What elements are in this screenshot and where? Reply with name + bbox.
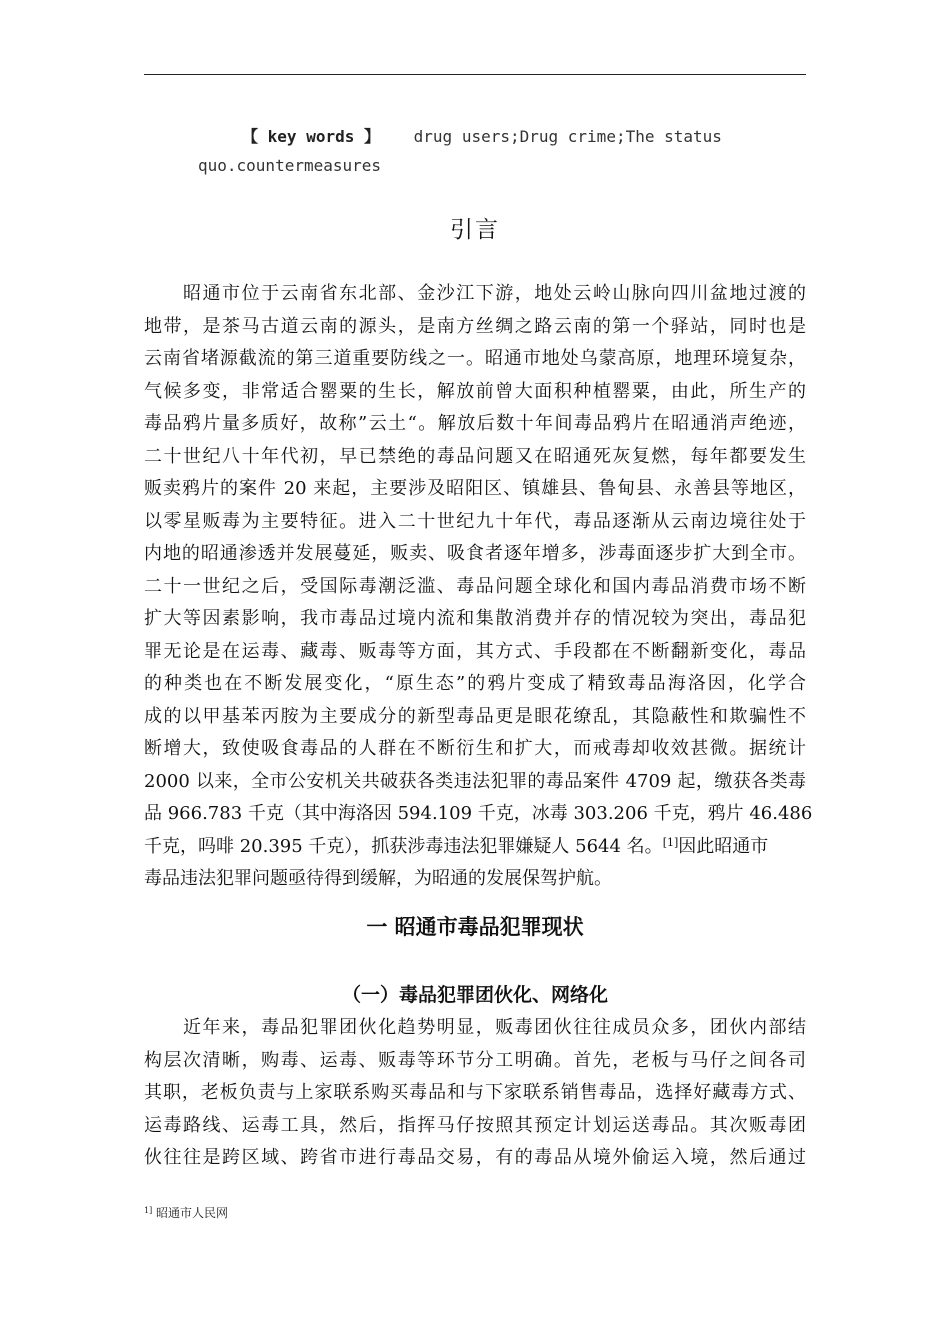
sub1-line-1: 近年来，毒品犯罪团伙化趋势明显，贩毒团伙往往成员众多，团伙内部结 bbox=[183, 1017, 806, 1038]
intro-line-10: 二十一世纪之后，受国际毒潮泛滥、毒品问题全球化和国内毒品消费市场不断 bbox=[144, 575, 806, 597]
section-1-heading: 一 昭通市毒品犯罪现状 bbox=[366, 915, 584, 939]
subsection-1-paragraph bbox=[144, 1012, 806, 1175]
intro-line-13: 的种类也在不断发展变化，“原生态”的鸦片变成了精致毒品海洛因，化学合 bbox=[144, 673, 806, 694]
keywords-bracket-open: 【 bbox=[242, 127, 259, 146]
sub1-line-3: 其职，老板负责与上家联系购买毒品和与下家联系销售毒品，选择好藏毒方式、 bbox=[144, 1082, 806, 1103]
keywords-label: key words bbox=[267, 127, 355, 146]
intro-line-12: 罪无论是在运毒、藏毒、贩毒等方面，其方式、手段都在不断翻新变化，毒品 bbox=[144, 640, 806, 662]
sub1-line-4: 运毒路线、运毒工具，然后，指挥马仔按照其预定计划运送毒品。其次贩毒团 bbox=[144, 1114, 806, 1136]
intro-paragraph bbox=[144, 278, 813, 896]
intro-line-15: 断增大，致使吸食毒品的人群在不断衍生和扩大，而戒毒却收效甚微。据统计 bbox=[144, 738, 806, 759]
intro-line-1: 昭通市位于云南省东北部、金沙江下游，地处云岭山脉向四川盆地过渡的 bbox=[183, 283, 806, 304]
keywords-text-1: drug users;Drug crime;The status bbox=[413, 127, 722, 146]
sub1-line-2: 构层次清晰，购毒、运毒、贩毒等环节分工明确。首先，老板与马仔之间各司 bbox=[144, 1049, 806, 1071]
footnote-mark: 1] bbox=[144, 1206, 153, 1215]
intro-line-7: 贩卖鸦片的案件 20 来起，主要涉及昭阳区、镇雄县、鲁甸县、永善县等地区， bbox=[144, 478, 806, 499]
intro-line-5: 毒品鸦片量多质好，故称”云土“。解放后数十年间毒品鸦片在昭通消声绝迹， bbox=[144, 413, 806, 434]
intro-line-19: 毒品违法犯罪问题亟待得到缓解，为昭通的发展保驾护航。 bbox=[144, 868, 612, 889]
citation-1[interactable]: [1] bbox=[662, 835, 679, 849]
intro-line-6: 二十世纪八十年代初，早已禁绝的毒品问题又在昭通死灰复燃，每年都要发生 bbox=[144, 445, 806, 467]
sub1-line-5: 伙往往是跨区域、跨省市进行毒品交易，有的毒品从境外偷运入境，然后通过 bbox=[144, 1147, 806, 1168]
intro-line-4: 气候多变，非常适合罂粟的生长，解放前曾大面积种植罂粟，由此，所生产的 bbox=[144, 380, 806, 402]
intro-line-8: 以零星贩毒为主要特征。进入二十世纪九十年代，毒品逐渐从云南边境往处于 bbox=[144, 510, 806, 532]
keywords-line-2 bbox=[144, 156, 806, 175]
intro-line-2: 地带，是茶马古道云南的源头，是南方丝绸之路云南的第一个驿站，同时也是 bbox=[144, 315, 806, 337]
keywords-bracket-close: 】 bbox=[364, 127, 381, 146]
intro-line-17: 品 966.783 千克（其中海洛因 594.109 千克，冰毒 303.206 千克，鸦片 46.486 bbox=[144, 803, 813, 824]
subsection-1-heading: （一）毒品犯罪团伙化、网络化 bbox=[341, 984, 608, 1006]
intro-line-18 bbox=[144, 831, 806, 864]
intro-heading: 引言 bbox=[450, 217, 500, 243]
intro-line-18-tail: 因此昭通市 bbox=[678, 835, 769, 857]
intro-line-3: 云南省堵源截流的第三道重要防线之一。昭通市地处乌蒙高原，地理环境复杂， bbox=[144, 348, 806, 369]
intro-line-18-text: 千克，吗啡 20.395 千克），抓获涉毒违法犯罪嫌疑人 5644 名。 bbox=[144, 835, 663, 857]
intro-line-9: 内地的昭通渗透并发展蔓延，贩卖、吸食者逐年增多，涉毒面逐步扩大到全市。 bbox=[144, 543, 806, 564]
header-rule bbox=[144, 74, 806, 75]
footnote bbox=[144, 1204, 228, 1221]
keywords-text-2: quo.countermeasures bbox=[198, 156, 382, 175]
intro-line-16: 2000 以来，全市公安机关共破获各类违法犯罪的毒品案件 4709 起，缴获各类毒 bbox=[144, 770, 806, 792]
keywords-line-1 bbox=[144, 124, 806, 147]
intro-line-11: 扩大等因素影响，我市毒品过境内流和集散消费并存的情况较为突出，毒品犯 bbox=[144, 608, 806, 629]
footnote-text: 昭通市人民网 bbox=[156, 1206, 229, 1220]
intro-line-14: 成的以甲基苯丙胺为主要成分的新型毒品更是眼花缭乱，其隐蔽性和欺骗性不 bbox=[144, 705, 806, 727]
